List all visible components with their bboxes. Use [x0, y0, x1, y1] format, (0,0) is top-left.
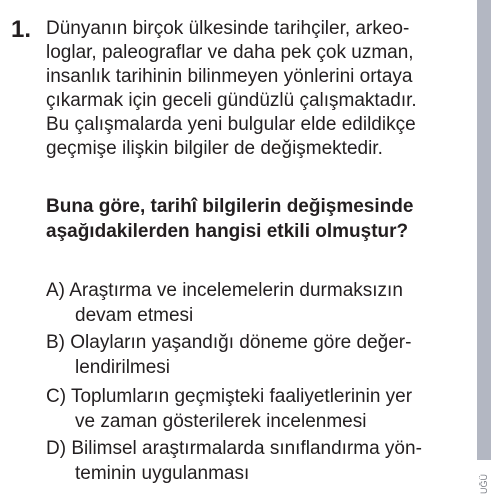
option-b-text: B) Olayların yaşandığı döneme göre değer- [46, 332, 412, 353]
prompt-line: Buna göre, tarihî bilgilerin değişmesinde [46, 196, 414, 217]
option-c-continuation: ve zaman gösterilerek incelenmesi [75, 411, 367, 432]
prompt-line: aşağıdakilerden hangisi etkili olmuştur? [46, 221, 409, 242]
option-a-text: A) Araştırma ve incelemelerin durmaksızın [46, 280, 403, 301]
stem-line: çıkarmak için geceli gündüzlü çalışmaktadır. [46, 90, 417, 111]
option-a-continuation: devam etmesi [75, 305, 194, 326]
option-d-continuation: teminin uygulanması [75, 463, 250, 484]
side-margin-bar [477, 0, 491, 460]
stem-line: loglar, paleograflar ve daha pek çok uzman, [46, 42, 414, 63]
stem-line: Bu çalışmalarda yeni bulgular elde edildikçe [46, 114, 416, 135]
question-number: 1. [11, 16, 32, 43]
stem-line: insanlık tarihinin bilinmeyen yönlerini ortaya [46, 66, 413, 87]
side-margin-text: UĞÜ [479, 474, 489, 494]
stem-line: Dünyanın birçok ülkesinde tarihçiler, arkeo- [46, 18, 410, 39]
option-b-continuation: lendirilmesi [75, 357, 171, 378]
stem-line: geçmişe ilişkin bilgiler de değişmektedir. [46, 138, 383, 159]
option-d-text: D) Bilimsel araştırmalarda sınıflandırma yön- [46, 438, 422, 459]
option-c-text: C) Toplumların geçmişteki faaliyetlerinin yer [46, 386, 413, 407]
